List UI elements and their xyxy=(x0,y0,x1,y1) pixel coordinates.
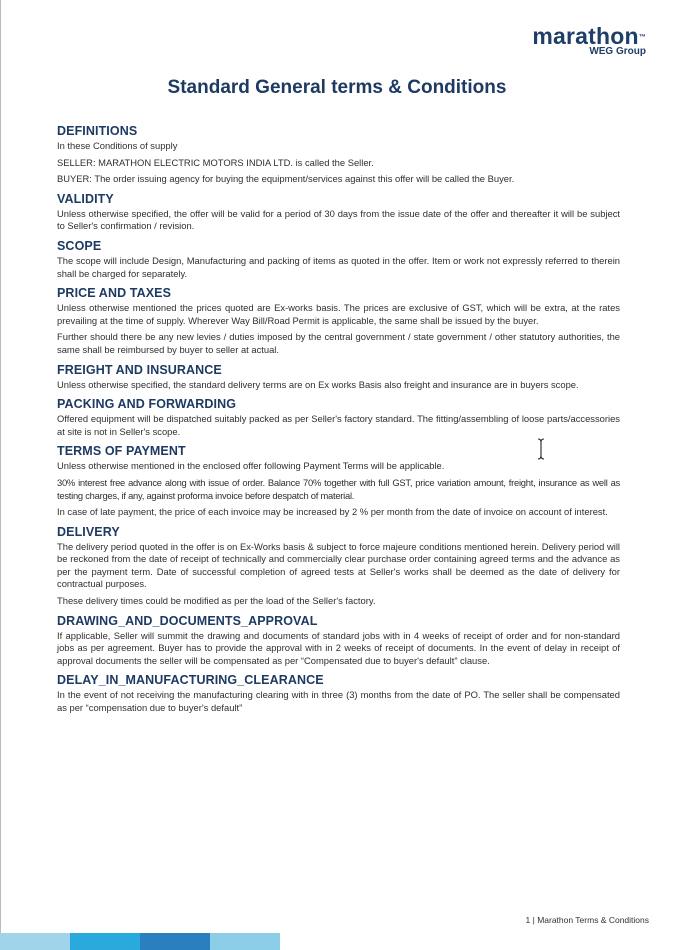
section-paragraph: Further should there be any new levies / duties imposed by the central government / state government / other statutory authorities, the same shall be reimbursed by buyer to seller at actual. xyxy=(57,331,620,355)
section-paragraph: The delivery period quoted in the offer is on Ex-Works basis & subject to force majeure conditions mentioned herein. Delivery period will be reckoned from the date of receipt of technically and commercially clear purchase order containing agreed terms and the advance as per the payment term. Date of successful completion of agreed tests at Seller's works shall be deemed as the date of delivery for contractual purposes. xyxy=(57,540,620,590)
section-paragraph: Unless otherwise specified, the standard delivery terms are on Ex works Basis also freight and insurance are in buyers scope. xyxy=(57,378,579,390)
section-paragraph: Unless otherwise mentioned the prices quoted are Ex-works basis. The prices are exclusive of GST, which will be extra, at the rates prevailing at the time of supply. Wherever Way Bill/Road Permit is applicable, the same shall be issued by the buyer. xyxy=(57,302,620,326)
section-heading: TERMS OF PAYMENT xyxy=(57,444,186,459)
section-scope xyxy=(57,239,620,280)
section-freight-and-insurance xyxy=(57,363,620,392)
section-paragraph: The scope will include Design, Manufacturing and packing of items as quoted in the offer. Item or work not expressly referred to therein shall be charged for separately. xyxy=(57,254,620,279)
section-paragraph: 30% interest free advance along with issue of order. Balance 70% together with full GST, price variation amount, freight, insurance as well as testing charges, if any, against proforma invoice before despatch of material. xyxy=(57,476,620,501)
logo-subtitle: WEG Group xyxy=(589,46,646,57)
section-heading: DELAY_IN_MANUFACTURING_CLEARANCE xyxy=(57,673,324,688)
color-bar-3 xyxy=(140,933,210,950)
color-bar-1 xyxy=(0,933,70,950)
section-drawing-and-documents-approval xyxy=(57,614,620,668)
section-paragraph: SELLER: MARATHON ELECTRIC MOTORS INDIA LTD. is called the Seller. xyxy=(57,156,374,168)
color-bar-4 xyxy=(210,933,280,950)
section-paragraph: If applicable, Seller will summit the drawing and documents of standard jobs with in 4 weeks of receipt of order and for non-standard jobs as per agreement. Buyer has to provide the approval with in 2 weeks of receipt of documents. In the event of delay in receipt of approval documents the seller will be compensated as per “Compensated due to buyer's default” clause. xyxy=(57,629,620,666)
logo-word: marathon xyxy=(532,23,639,49)
section-heading: SCOPE xyxy=(57,238,102,253)
section-paragraph: These delivery times could be modified as per the load of the Seller's factory. xyxy=(57,595,376,607)
section-heading: PRICE AND TAXES xyxy=(57,286,172,301)
text-cursor-icon xyxy=(536,438,546,460)
section-heading: DEFINITIONS xyxy=(57,124,138,138)
section-heading: DELIVERY xyxy=(57,524,120,539)
section-price-and-taxes xyxy=(57,286,620,356)
page-left-border xyxy=(0,0,1,950)
footer-color-bars xyxy=(0,933,280,950)
page-title: Standard General terms & Conditions xyxy=(167,77,507,98)
section-paragraph: BUYER: The order issuing agency for buying the equipment/services against this offer will be called the Buyer. xyxy=(57,173,515,185)
footer-separator: | xyxy=(532,915,535,925)
footer-text: Marathon Terms & Conditions xyxy=(537,915,649,925)
color-bar-2 xyxy=(70,933,140,950)
section-packing-and-forwarding xyxy=(57,397,620,438)
section-definitions xyxy=(57,124,620,186)
page-footer xyxy=(525,915,649,925)
section-delay-in-manufacturing-clearance xyxy=(57,673,620,714)
section-delivery xyxy=(57,525,620,608)
section-paragraph: Unless otherwise specified, the offer will be valid for a period of 30 days from the issue date of the offer and thereafter it will be subject to Seller's confirmation / revision. xyxy=(57,207,620,232)
logo-trademark: ™ xyxy=(638,34,646,41)
section-heading: FREIGHT AND INSURANCE xyxy=(57,362,222,377)
section-validity xyxy=(57,192,620,233)
section-paragraph: In case of late payment, the price of each invoice may be increased by 2 % per month from the date of invoice on account of interest. xyxy=(57,506,608,518)
section-heading: PACKING AND FORWARDING xyxy=(57,397,237,412)
section-heading: VALIDITY xyxy=(57,191,114,206)
marathon-logo xyxy=(532,24,646,57)
section-paragraph: Unless otherwise mentioned in the enclosed offer following Payment Terms will be applicable. xyxy=(57,460,445,472)
page-number: 1 xyxy=(525,915,531,925)
section-paragraph: In these Conditions of supply xyxy=(57,140,178,151)
terms-content xyxy=(57,124,620,721)
section-paragraph: In the event of not receiving the manufacturing clearing with in three (3) months from the date of PO. The seller shall be compensated as per “compensation due to buyer's default” xyxy=(57,689,620,714)
section-paragraph: Offered equipment will be dispatched suitably packed as per Seller's factory standard. The fitting/assembling of loose parts/accessories at site is not in Seller's scope. xyxy=(57,413,620,437)
section-heading: DRAWING_AND_DOCUMENTS_APPROVAL xyxy=(57,613,318,628)
